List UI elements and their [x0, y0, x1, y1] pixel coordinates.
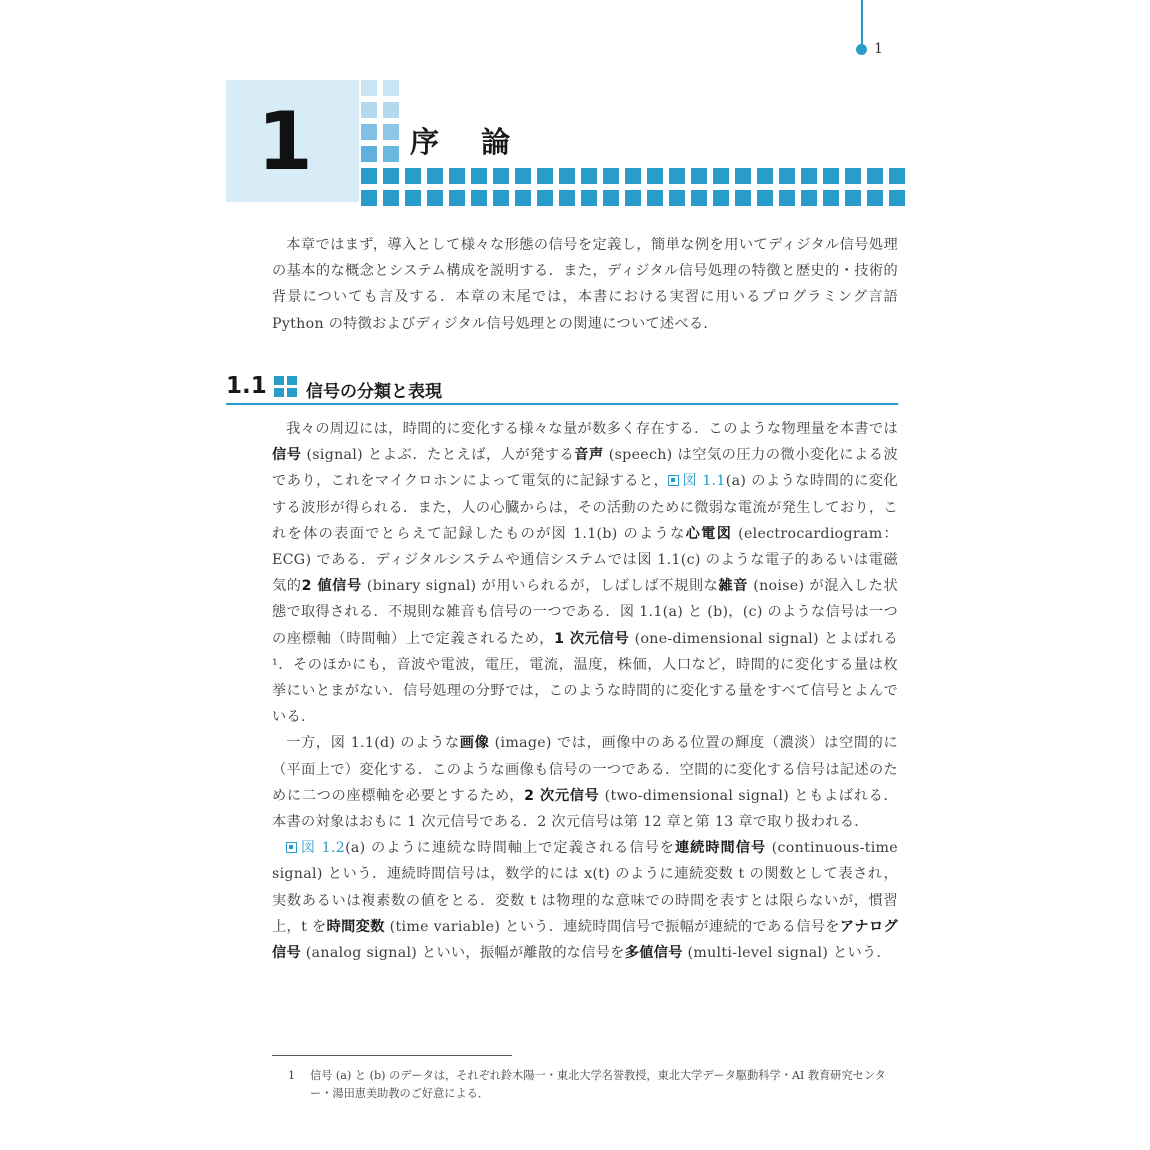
figure-link-label: 図 1.1	[682, 473, 726, 490]
term-binary-signal: 2 値信号	[301, 578, 362, 595]
decor-square	[889, 168, 905, 184]
decor-square	[823, 190, 839, 206]
text-run: (image) では，画像中のある位置の輝度（濃淡）は空間的に（平面上で）変化する．このような画像も信号の一つである．空間的に変化する信号は記述のために二つの座標軸を必要とするため，	[272, 735, 898, 804]
decor-square	[559, 190, 575, 206]
term-image: 画像	[459, 735, 490, 752]
text-run: (noise) が混入した状態で取得される．不規則な雑音も信号の一つである．図 1.1(a) と (b)，(c) のような信号は一つの座標軸（時間軸）上で定義されるため，	[272, 578, 898, 647]
text-run: (electrocardiogram：ECG) である．ディジタルシステムや通信システムでは図 1.1(c) のような電子的あるいは電磁気的	[272, 525, 899, 595]
decor-square	[625, 168, 641, 184]
decor-square	[361, 102, 377, 118]
text-run: (signal) とよぶ．たとえば，人が発する	[301, 447, 575, 464]
page-marker-line	[861, 0, 863, 46]
decor-square	[867, 168, 883, 184]
decor-square	[581, 168, 597, 184]
decor-square	[383, 124, 399, 140]
section-number: 1.1	[226, 373, 267, 399]
body-paragraph-1	[272, 416, 898, 730]
decor-square	[691, 168, 707, 184]
decor-square	[405, 190, 421, 206]
text-run: 一方，図 1.1(d) のような	[286, 735, 460, 752]
decor-square	[361, 168, 377, 184]
decor-square	[779, 190, 795, 206]
decor-square	[691, 190, 707, 206]
decor-square	[603, 190, 619, 206]
decor-square	[537, 168, 553, 184]
decor-square	[361, 190, 377, 206]
decor-square	[383, 80, 399, 96]
text-run: (multi-level signal) という．	[682, 945, 891, 962]
decor-square	[735, 190, 751, 206]
term-time-variable: 時間変数	[326, 918, 385, 935]
footnote	[288, 1067, 898, 1103]
term-speech: 音声	[574, 447, 604, 464]
decor-square	[647, 190, 663, 206]
section-heading	[226, 372, 898, 404]
decor-square	[801, 168, 817, 184]
decor-square	[625, 190, 641, 206]
decor-square	[449, 168, 465, 184]
term-ecg: 心電図	[685, 525, 733, 542]
term-multi-level-signal: 多値信号	[624, 945, 683, 962]
decor-square	[427, 168, 443, 184]
figure-icon	[286, 842, 297, 853]
text-run: (a) のような時間的に変化する波形が得られる．また，人の心臓からは，その活動のために微弱な電流が発生しており，これを体の表面でとらえて記録したものが図 1.1(b) のような	[272, 473, 898, 542]
decor-square	[845, 190, 861, 206]
decor-square	[361, 124, 377, 140]
decor-square	[361, 146, 377, 162]
section-body	[272, 416, 898, 966]
text-run: (analog signal) といい，振幅が離散的な信号を	[300, 945, 625, 962]
chapter-title: 序 論	[410, 125, 527, 159]
decor-square	[713, 190, 729, 206]
term-1d-signal: 1 次元信号	[554, 630, 630, 647]
text-run: (one-dimensional signal) とよばれる¹．そのほかにも，音波や電波，電圧，電流，温度，株価，人口など，時間的に変化する量は枚挙にいとまがない．信号処理の分野では，このような時間的に変化する量をすべて信号とよんでいる．	[272, 630, 898, 726]
decor-square	[405, 168, 421, 184]
decor-square	[581, 190, 597, 206]
text-run: (binary signal) が用いられるが，しばしば不規則な	[361, 578, 719, 595]
decor-square	[471, 168, 487, 184]
decor-square	[559, 168, 575, 184]
decor-square	[427, 190, 443, 206]
decor-square	[735, 168, 751, 184]
text-run: (two-dimensional signal) ともよばれる．本書の対象はおもに 1 次元信号である．2 次元信号は第 12 章と第 13 章で取り扱われる．	[272, 787, 898, 831]
decor-square	[361, 80, 377, 96]
page-number: 1	[874, 41, 883, 57]
footnote-mark: 1	[288, 1069, 296, 1082]
decor-square	[383, 146, 399, 162]
term-signal: 信号	[272, 447, 302, 464]
section-rule	[226, 403, 898, 405]
footnote-text: 信号 (a) と (b) のデータは，それぞれ鈴木陽一・東北大学名誉教授，東北大学データ駆動科学・AI 教育研究センター・湯田恵美助教のご好意による．	[310, 1069, 886, 1100]
decor-square	[757, 168, 773, 184]
term-noise: 雑音	[718, 578, 749, 595]
decor-square	[515, 168, 531, 184]
decor-square	[669, 190, 685, 206]
decor-square	[669, 168, 685, 184]
decor-square	[845, 168, 861, 184]
decor-square	[383, 102, 399, 118]
decor-square	[603, 168, 619, 184]
decor-square	[757, 190, 773, 206]
figure-link-label: 図 1.2	[300, 840, 346, 857]
decor-square	[823, 168, 839, 184]
decor-square	[383, 168, 399, 184]
decor-square	[471, 190, 487, 206]
section-title: 信号の分類と表現	[306, 382, 442, 402]
text-run: (a) のように連続な時間軸上で定義される信号を	[345, 840, 675, 857]
text-run: (time variable) という．連続時間信号で振幅が連続的である信号を	[384, 918, 840, 935]
figure-link-1-1[interactable]	[668, 473, 725, 489]
decor-square	[493, 168, 509, 184]
text-run: (speech) は空気の圧力の微小変化による波であり，これをマイクロホンによって電気的に記録すると，	[272, 447, 898, 490]
body-paragraph-3	[272, 835, 898, 966]
decor-square	[383, 190, 399, 206]
figure-link-1-2[interactable]	[286, 840, 345, 856]
decor-square	[889, 190, 905, 206]
chapter-number-block	[226, 80, 359, 202]
term-2d-signal: 2 次元信号	[524, 787, 600, 804]
figure-icon	[668, 475, 679, 486]
term-analog-signal: アナログ信号	[272, 918, 899, 962]
decor-square	[515, 190, 531, 206]
decor-square	[713, 168, 729, 184]
term-continuous-time-signal: 連続時間信号	[674, 840, 767, 857]
decor-square	[493, 190, 509, 206]
text-run: 我々の周辺には，時間的に変化する様々な量が数多く存在する．このような物理量を本書では	[286, 421, 898, 437]
decor-square	[801, 190, 817, 206]
decor-square	[867, 190, 883, 206]
decor-square	[537, 190, 553, 206]
page-marker-dot	[856, 44, 867, 55]
chapter-number: 1	[257, 95, 313, 188]
intro-paragraph: 本章ではまず，導入として様々な形態の信号を定義し，簡単な例を用いてディジタル信号処理の基本的な概念とシステム構成を説明する．また，ディジタル信号処理の特徴と歴史的・技術的背景についても言及する．本章の末尾では，本書における実習に用いるプログラミング言語 Python の特徴およびディジタル信号処理との関連について述べる．	[272, 237, 898, 332]
decor-square	[779, 168, 795, 184]
body-paragraph-2	[272, 730, 898, 835]
chapter-intro	[272, 232, 898, 337]
text-run: (continuous-time signal) という．連続時間信号は，数学的には x(t) のように連続変数 t の関数として表され，実数あるいは複素数の値をとる．変数 t は物理的な意味での時間を表すとは限らないが，慣習上，t を	[272, 840, 898, 935]
footnote-rule	[272, 1055, 512, 1056]
decor-square	[647, 168, 663, 184]
decor-square	[449, 190, 465, 206]
